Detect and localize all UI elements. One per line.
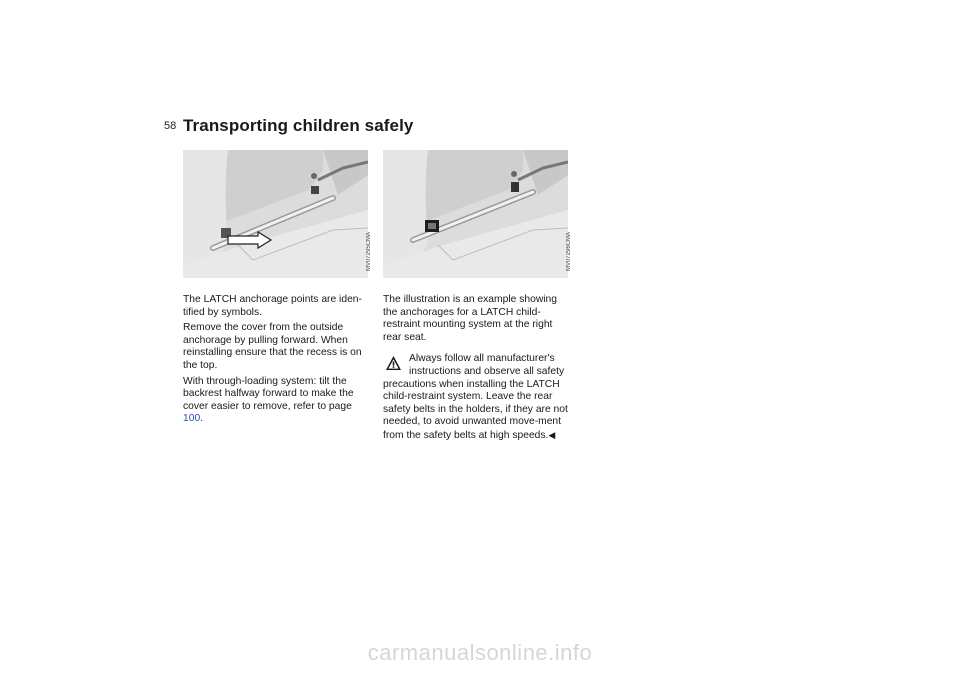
warning-line-2: instructions and observe all safety (409, 365, 565, 377)
right-paragraph-1: The illustration is an example showing the anchorages for a LATCH child-restraint mounting system at the right rear seat. (383, 294, 557, 343)
page-reference-link[interactable]: 100 (183, 413, 201, 425)
left-paragraph-2: Remove the cover from the outside anchorage by pulling forward. When reinstalling ensure that the recess is on the top. (183, 322, 362, 371)
warning-line-1: Always follow all manufacturer's (409, 353, 555, 365)
left-paragraph-3-end: . (200, 413, 204, 425)
latch-anchor-exposed-illustration (383, 150, 568, 278)
page-title: Transporting children safely (183, 116, 414, 135)
figure-code-left: MV07295CMA (366, 232, 372, 272)
warning-text: precautions when installing the LATCH child-restraint system. Leave the rear safety belts in the holders, if they are not needed, to avoid unwanted move-ment from the safety belts at high speeds. (383, 378, 568, 441)
watermark: carmanualsonline.info (367, 640, 593, 665)
figure-latch-anchor (383, 150, 568, 278)
right-column (383, 294, 573, 443)
figure-code-right: MV07296CMA (566, 232, 572, 272)
left-paragraph-3-text: With through-loading system: tilt the backrest halfway forward to make the cover easier to remove, refer to page (183, 375, 354, 412)
left-paragraph-1: The LATCH anchorage points are iden-tified by symbols. (183, 294, 362, 318)
safety-warning (383, 353, 573, 442)
figure-latch-cover (183, 150, 368, 278)
latch-anchor-cover-arrow-illustration (183, 150, 368, 278)
page-number: 58 (164, 120, 177, 132)
end-mark-icon: ◀ (548, 429, 556, 440)
left-column (183, 294, 373, 429)
left-paragraph-3 (183, 376, 373, 426)
warning-triangle-icon (385, 355, 402, 371)
